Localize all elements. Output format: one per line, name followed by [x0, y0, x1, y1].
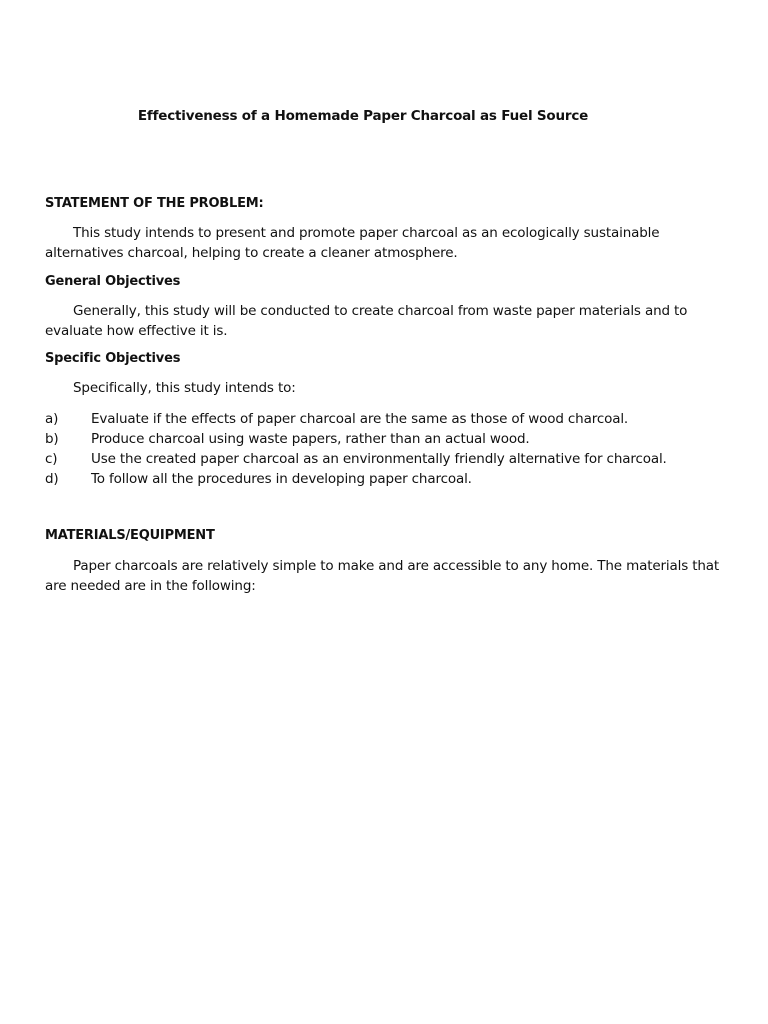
list-item-text: Use the created paper charcoal as an environmentally friendly alternative for charcoal.: [91, 451, 667, 467]
problem-heading: STATEMENT OF THE PROBLEM:: [45, 196, 264, 211]
list-item: [45, 429, 667, 449]
specific-objectives-intro: Specifically, this study intends to:: [73, 380, 296, 396]
list-marker: c): [45, 451, 58, 467]
general-objectives-heading: General Objectives: [45, 274, 181, 289]
general-objectives-paragraph: Generally, this study will be conducted to create charcoal from waste paper materials and to evaluate how effective it is.: [45, 303, 688, 339]
list-item-text: Produce charcoal using waste papers, rather than an actual wood.: [91, 431, 530, 447]
materials-paragraph: Paper charcoals are relatively simple to make and are accessible to any home. The materials that are needed are in the following:: [45, 558, 720, 594]
document-title: Effectiveness of a Homemade Paper Charcoal as Fuel Source: [137, 108, 589, 124]
problem-paragraph: This study intends to present and promote paper charcoal as an ecologically sustainable alternatives charcoal, helping to create a cleaner atmosphere.: [45, 225, 660, 261]
list-marker: b): [45, 431, 59, 447]
list-item-text: Evaluate if the effects of paper charcoal are the same as those of wood charcoal.: [91, 411, 629, 427]
list-marker: a): [45, 411, 59, 427]
specific-objectives-heading: Specific Objectives: [45, 351, 181, 366]
materials-heading: MATERIALS/EQUIPMENT: [45, 528, 215, 543]
list-marker: d): [45, 471, 59, 487]
list-item-text: To follow all the procedures in developing paper charcoal.: [91, 471, 472, 487]
list-item: [45, 409, 667, 429]
list-item: [45, 449, 667, 469]
specific-objectives-list: [45, 409, 667, 489]
list-item: [45, 469, 667, 489]
